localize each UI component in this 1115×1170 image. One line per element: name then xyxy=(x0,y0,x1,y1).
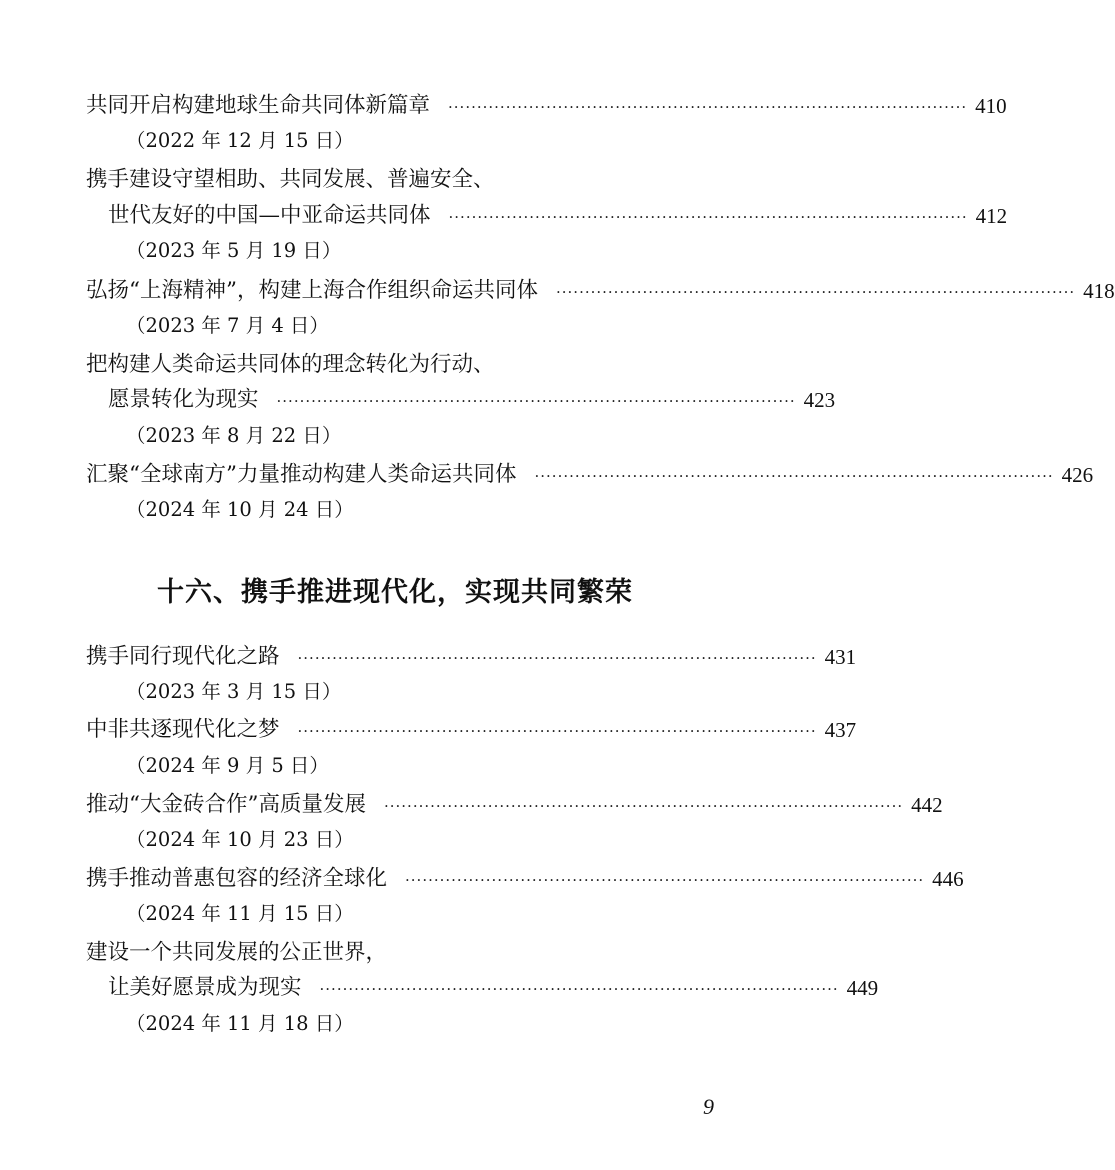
leader-dots: ·························································································· xyxy=(534,467,1054,485)
toc-entry-date: （2023 年 5 月 19 日） xyxy=(126,239,342,262)
toc-entry[interactable] xyxy=(86,640,857,674)
toc-entry-date: （2024 年 10 月 23 日） xyxy=(126,828,354,851)
toc-page-number: 442 xyxy=(911,793,943,817)
toc-entry-title: 携手同行现代化之路 xyxy=(86,644,280,669)
toc-entry-title: 把构建人类命运共同体的理念转化为行动、 xyxy=(86,352,495,377)
toc-entry[interactable] xyxy=(86,862,964,896)
toc-entry-title: 推动“大金砖合作”高质量发展 xyxy=(86,792,366,817)
toc-entry-date: （2024 年 9 月 5 日） xyxy=(126,754,329,777)
toc-entry-date: （2023 年 7 月 4 日） xyxy=(126,314,329,337)
toc-entry-title-cont: 让美好愿景成为现实 xyxy=(108,975,302,1000)
toc-page-number: 423 xyxy=(803,388,836,412)
toc-entry-title: 携手建设守望相助、共同发展、普遍安全、 xyxy=(86,167,495,192)
toc-entry[interactable] xyxy=(86,713,857,747)
toc-entry[interactable] xyxy=(108,383,836,417)
toc-entry-title: 携手推动普惠包容的经济全球化 xyxy=(86,866,388,891)
toc-page-number: 446 xyxy=(932,867,964,891)
leader-dots: ·························································································· xyxy=(383,797,904,815)
toc-page-number: 449 xyxy=(846,976,879,1000)
toc-entry-title: 弘扬“上海精神”，构建上海合作组织命运共同体 xyxy=(86,278,538,303)
leader-dots: ·························································································· xyxy=(448,208,968,226)
toc-entry-title: 共同开启构建地球生命共同体新篇章 xyxy=(86,93,431,118)
section-heading: 十六、携手推进现代化，实现共同繁荣 xyxy=(157,577,633,608)
toc-page-number: 437 xyxy=(824,718,857,742)
page-number: 9 xyxy=(703,1094,714,1119)
toc-entry-title-line[interactable] xyxy=(86,163,712,197)
leader-dots: ·························································································· xyxy=(297,649,817,667)
toc-entry[interactable] xyxy=(108,199,1008,233)
leader-dots: ·························································································· xyxy=(276,392,796,410)
toc-entry-date: （2024 年 11 月 15 日） xyxy=(126,902,354,925)
leader-dots: ·························································································· xyxy=(319,980,839,998)
toc-entry-date: （2023 年 3 月 15 日） xyxy=(126,680,342,703)
toc-entry-date: （2022 年 12 月 15 日） xyxy=(126,129,354,152)
leader-dots: ·························································································· xyxy=(405,871,925,889)
toc-entry[interactable] xyxy=(86,89,1007,123)
toc-entry-title: 汇聚“全球南方”力量推动构建人类命运共同体 xyxy=(86,462,517,487)
toc-entry-date: （2023 年 8 月 22 日） xyxy=(126,424,342,447)
toc-entry-date: （2024 年 11 月 18 日） xyxy=(126,1012,354,1035)
toc-entry-date: （2024 年 10 月 24 日） xyxy=(126,498,354,521)
toc-entry-title: 中非共逐现代化之梦 xyxy=(86,717,280,742)
toc-entry[interactable] xyxy=(86,458,1094,492)
toc-entry[interactable] xyxy=(108,971,879,1005)
toc-entry[interactable] xyxy=(86,274,1115,308)
toc-page-number: 412 xyxy=(975,204,1008,228)
toc-entry-title-cont: 世代友好的中国—中亚命运共同体 xyxy=(108,203,431,228)
toc-page-number: 410 xyxy=(975,94,1007,118)
toc-entry-title-line[interactable] xyxy=(86,348,712,382)
leader-dots: ·························································································· xyxy=(448,98,968,116)
toc-page-number: 431 xyxy=(824,645,857,669)
toc-page-number: 426 xyxy=(1061,463,1094,487)
toc-entry-title-line[interactable] xyxy=(86,936,712,970)
leader-dots: ·························································································· xyxy=(297,722,817,740)
toc-entry-title: 建设一个共同发展的公正世界， xyxy=(86,940,388,965)
toc-entry-title-cont: 愿景转化为现实 xyxy=(108,387,259,412)
toc-page-number: 418 xyxy=(1083,279,1115,303)
toc-entry[interactable] xyxy=(86,788,943,822)
leader-dots: ·························································································· xyxy=(556,283,1076,301)
